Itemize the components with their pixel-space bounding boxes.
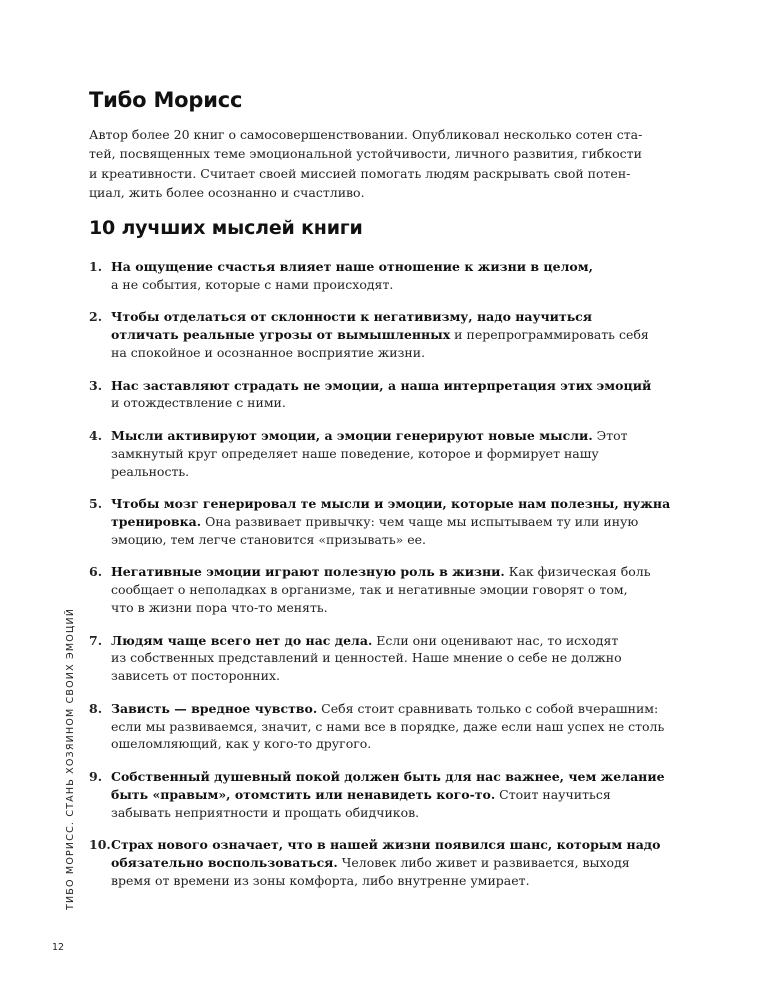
thought-text: Человек либо живет и развивается, выходя — [337, 854, 630, 870]
thought-line — [111, 308, 593, 326]
thought-line — [111, 445, 599, 463]
thought-text: из собственных представлений и ценностей. Наше мнение о себе не должно — [111, 650, 622, 666]
thought-emphasis: тренировка. — [111, 513, 202, 529]
thought-text: Если они оценивают нас, то исходят — [372, 632, 619, 648]
author-bio — [89, 125, 643, 202]
thought-text: на спокойное и осознанное восприятие жизни. — [111, 344, 426, 360]
thought-text: замкнутый круг определяет наше поведение, которое и формирует нашу — [111, 445, 599, 461]
thought-item — [89, 836, 661, 889]
thought-line — [111, 258, 593, 276]
thought-item — [89, 632, 622, 685]
thought-text: зависеть от посторонних. — [111, 668, 280, 684]
thought-text: реальность. — [111, 463, 190, 479]
thought-emphasis: Нас заставляют страдать не эмоции, а наша интерпретация этих эмоций — [111, 377, 652, 393]
thought-text: эмоцию, тем легче становится «призывать» ее. — [111, 531, 427, 547]
thought-line — [111, 563, 651, 581]
thought-emphasis: На ощущение счастья влияет наше отношение к жизни в целом, — [111, 259, 593, 274]
thought-line — [111, 718, 665, 736]
thought-emphasis: Страх нового означает, что в нашей жизни появился шанс, которым надо — [111, 837, 661, 853]
thought-line — [111, 427, 628, 445]
thought-line — [111, 649, 622, 667]
thought-text: Этот — [592, 427, 628, 443]
thought-item — [89, 377, 652, 413]
thought-emphasis: Людям чаще всего нет до нас дела. — [111, 632, 373, 648]
thought-line — [111, 700, 659, 718]
thought-emphasis: Собственный душевный покой должен быть для нас важнее, чем желание — [111, 768, 665, 784]
thought-emphasis: обязательно воспользоваться. — [111, 854, 338, 870]
thought-item — [89, 308, 649, 361]
thought-text: и перепрограммировать себя — [450, 327, 649, 343]
thought-number: 8. — [89, 700, 103, 716]
thought-line — [111, 667, 589, 685]
thoughts-list — [89, 258, 671, 904]
thought-line — [111, 599, 589, 617]
thought-number: 5. — [89, 496, 103, 512]
thought-line — [111, 513, 639, 531]
thought-line — [111, 872, 589, 890]
thought-line — [111, 804, 589, 822]
thought-text: забывать неприятности и прощать обидчиков. — [111, 804, 420, 820]
thought-text: а не события, которые с нами происходят. — [111, 276, 394, 292]
thought-text: и отождествление с ними. — [111, 395, 286, 411]
thought-number: 6. — [89, 564, 103, 580]
running-head: ТИБО МОРИСС. СТАНЬ ХОЗЯИНОМ СВОИХ ЭМОЦИЙ — [65, 607, 76, 910]
thought-line — [111, 735, 589, 753]
thought-text: время от времени из зоны комфорта, либо внутренне умирает. — [111, 872, 530, 888]
author-name: Тибо Морисс — [89, 88, 243, 112]
thought-text: сообщает о неполадках в организме, так и негативные эмоции говорят о том, — [111, 582, 628, 598]
thought-item — [89, 258, 593, 294]
thought-text: если мы развиваемся, значит, с нами все в порядке, даже если наш успех не столь — [111, 718, 665, 734]
thought-text: ошеломляющий, как у кого-то другого. — [111, 736, 372, 752]
thought-emphasis: Мысли активируют эмоции, а эмоции генерируют новые мысли. — [111, 427, 593, 443]
thought-line — [111, 463, 589, 481]
thought-text: Она развивает привычку: чем чаще мы испытываем ту или иную — [201, 513, 639, 529]
thought-emphasis: Зависть — вредное чувство. — [111, 700, 318, 716]
thought-line — [111, 786, 611, 804]
author-bio-line: и креативности. Считает своей миссией помогать людям раскрывать свой потен- — [89, 165, 631, 181]
thought-number: 10. — [89, 837, 111, 853]
thought-line — [111, 495, 671, 513]
thought-text: Себя стоит сравнивать только с собой вчерашним: — [317, 700, 659, 716]
thought-text: Стоит научиться — [495, 786, 611, 802]
thought-item — [89, 495, 671, 548]
thought-item — [89, 700, 665, 753]
thought-emphasis: отличать реальные угрозы от вымышленных — [111, 327, 451, 343]
thought-line — [111, 531, 589, 549]
author-bio-line: Автор более 20 книг о самосовершенствовании. Опубликовал несколько сотен ста- — [89, 127, 643, 142]
thought-text: что в жизни пора что-то менять. — [111, 599, 328, 615]
thought-line — [111, 394, 589, 412]
thought-item — [89, 427, 628, 480]
thought-emphasis: Негативные эмоции играют полезную роль в жизни. — [111, 564, 505, 580]
thought-line — [111, 632, 619, 650]
page-number: 12 — [52, 942, 65, 953]
thought-line — [111, 276, 589, 294]
thought-number: 9. — [89, 768, 103, 784]
section-title: 10 лучших мыслей книги — [89, 217, 363, 239]
thought-number: 2. — [89, 309, 103, 325]
thought-number: 7. — [89, 632, 103, 648]
thought-emphasis: быть «правым», отомстить или ненавидеть кого-то. — [111, 786, 496, 802]
thought-line — [111, 377, 652, 395]
thought-text: Как физическая боль — [504, 564, 651, 580]
thought-emphasis: Чтобы отделаться от склонности к негативизму, надо научиться — [111, 309, 593, 325]
thought-line — [111, 344, 589, 362]
thought-line — [111, 836, 661, 854]
thought-item — [89, 768, 665, 821]
thought-line — [111, 326, 649, 344]
thought-line — [111, 768, 665, 786]
thought-number: 4. — [89, 427, 103, 443]
author-bio-line: тей, посвященных теме эмоциональной устойчивости, личного развития, гибкости — [89, 146, 642, 162]
thought-number: 1. — [89, 259, 103, 274]
thought-line — [111, 854, 630, 872]
author-bio-line: циал, жить более осознанно и счастливо. — [89, 184, 365, 200]
thought-line — [111, 581, 628, 599]
thought-item — [89, 563, 651, 616]
thought-emphasis: Чтобы мозг генерировал те мысли и эмоции, которые нам полезны, нужна — [111, 496, 671, 512]
thought-number: 3. — [89, 377, 103, 393]
